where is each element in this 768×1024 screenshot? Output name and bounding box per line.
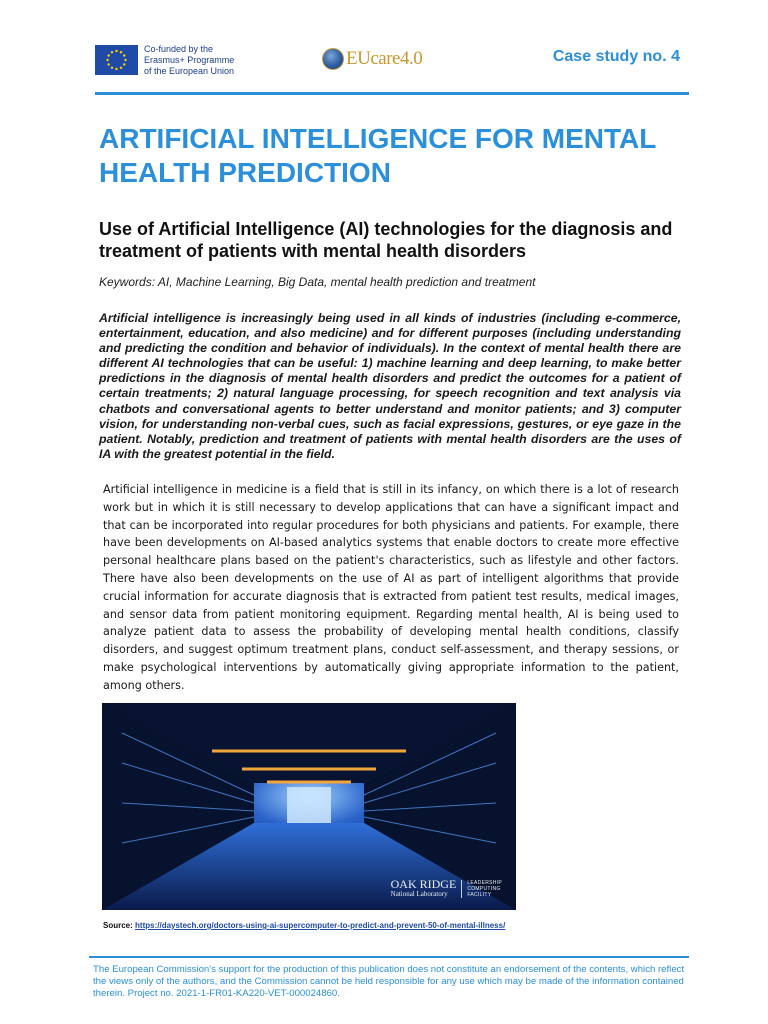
page-subtitle: Use of Artificial Intelligence (AI) technologies for the diagnosis and treatment of patients with mental health disorders xyxy=(99,219,673,261)
footer-divider xyxy=(89,956,689,958)
olcf-line-1: LEADERSHIP xyxy=(467,879,502,886)
olcf-line-3: FACILITY xyxy=(467,891,492,898)
eu-flag-icon xyxy=(95,45,138,75)
keywords: Keywords: AI, Machine Learning, Big Data, mental health prediction and treatment xyxy=(99,275,536,289)
source-label: Source: xyxy=(103,921,133,930)
olcf-logo-text xyxy=(467,880,502,898)
oak-ridge-logo-main: OAK RIDGE xyxy=(390,877,457,891)
eucare-logo xyxy=(322,46,422,72)
page-title: ARTIFICIAL INTELLIGENCE FOR MENTAL HEALTH PREDICTION xyxy=(99,123,656,188)
globe-icon xyxy=(322,48,344,70)
oak-ridge-logo xyxy=(391,879,502,898)
eucare-logo-text: EUcare4.0 xyxy=(346,48,423,69)
eu-line-3: of the European Union xyxy=(144,66,235,76)
abstract: Artificial intelligence is increasingly being used in all kinds of industries (including e-commerce, entertainment, education, and also medicine) and for different purposes (including understanding and predicting the condition and behavior of individuals). In the context of mental health there are different AI technologies that can be useful: 1) machine learning and deep learning, to make better predictions in the diagnosis of mental health disorders and predict the outcomes for a patient of certain treatments; 2) natural language processing, for speech recognition and text analysis via chatbots and conversational agents to better understand and monitor patients; and 3) computer vision, for understanding non-verbal cues, such as facial expressions, gestures, or eye gaze in the patient. Notably, prediction and treatment of patients with mental health disorders are the uses of IA with the greatest potential in the field. xyxy=(99,311,681,461)
eu-funding-statement xyxy=(144,44,234,77)
header-divider xyxy=(95,92,689,95)
body-paragraph: Artificial intelligence in medicine is a field that is still in its infancy, on which there is a lot of research work but in which it is still necessary to develop applications that can have a significant impact and that can be incorporated into regular procedures for both physicians and patients. For example, there have been developments on AI-based analytics systems that enable doctors to create more effective personal healthcare plans based on the patient's characteristics, such as lifestyle and other factors. There have also been developments on the use of AI as part of intelligent algorithms that provide crucial information for accurate diagnosis that is extracted from patient test results, medical images, and sensor data from patient monitoring equipment. Regarding mental health, AI is being used to analyze patient data to assess the probability of developing mental health conditions, classify disorders, and suggest optimum treatment plans, conduct self-assessment, and therapy sessions, or make psychological interventions by automatically giving appropriate information to the patient, among others. xyxy=(103,483,679,692)
logo-divider xyxy=(461,880,462,898)
eu-line-1: Co-funded by the xyxy=(144,44,214,54)
source-link[interactable]: https://daystech.org/doctors-using-ai-supercomputer-to-predict-and-prevent-50-of-mental-illness/ xyxy=(135,921,506,930)
eu-line-2: Erasmus+ Programme xyxy=(144,55,235,65)
footer-disclaimer: The European Commission's support for the production of this publication does not constitute an endorsement of the contents, which reflect the views only of the authors, and the Commission cannot be held responsible for any use which may be made of the information contained therein. Project no. 2021-1-FR01-KA220-VET-000024860. xyxy=(93,964,685,999)
image-source xyxy=(103,921,505,931)
oak-ridge-logo-sub: National Laboratory xyxy=(390,890,448,898)
olcf-line-2: COMPUTING xyxy=(467,885,501,892)
supercomputer-photo xyxy=(102,703,516,910)
case-study-number: Case study no. 4 xyxy=(552,48,680,65)
page-header xyxy=(0,0,768,96)
